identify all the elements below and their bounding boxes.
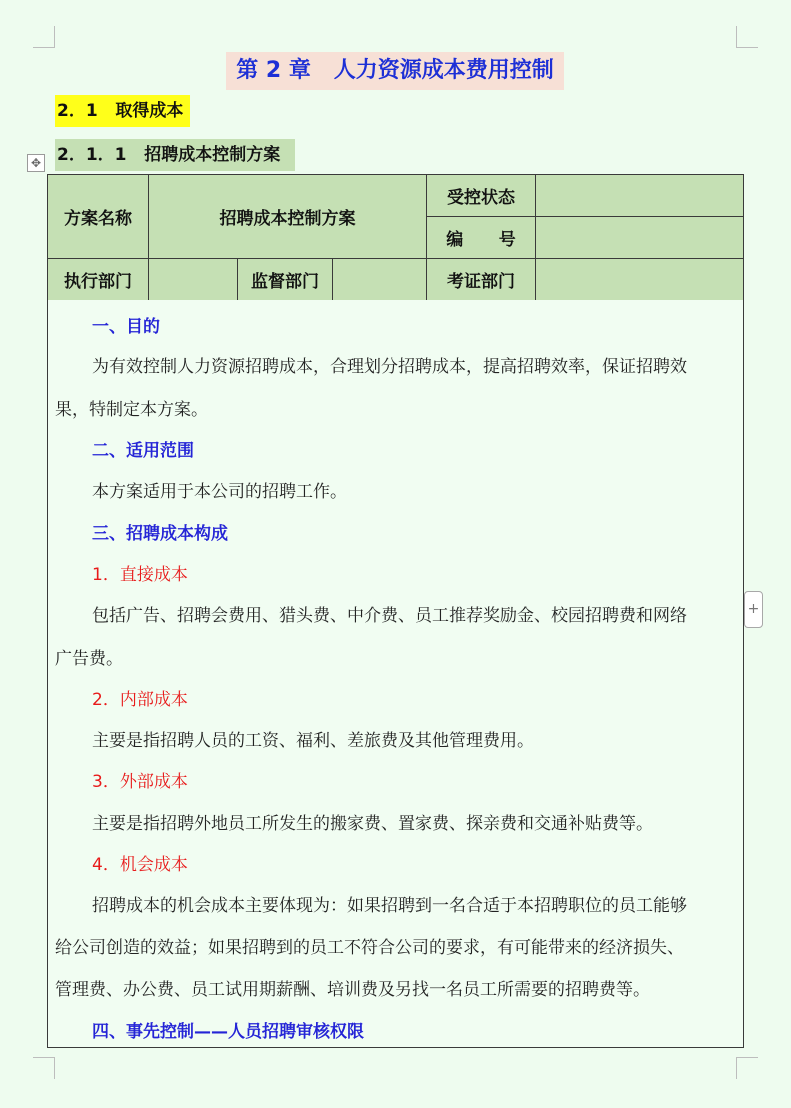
page-corner-mark	[33, 1057, 55, 1079]
number-label: 编 号	[426, 216, 536, 259]
heading-purpose: 一、目的	[92, 317, 160, 337]
subsection-heading: 2．1．1 招聘成本控制方案	[55, 139, 295, 171]
page-corner-mark	[736, 26, 758, 48]
paragraph-line: 本方案适用于本公司的招聘工作。	[92, 482, 347, 502]
page-corner-mark	[736, 1057, 758, 1079]
number-value[interactable]	[535, 216, 744, 259]
heading-cost-structure: 三、招聘成本构成	[92, 524, 228, 544]
heading-scope: 二、适用范围	[92, 441, 194, 461]
paragraph-line: 广告费。	[55, 649, 123, 669]
paragraph-line: 包括广告、招聘会费用、猎头费、中介费、员工推荐奖励金、校园招聘费和网络	[92, 606, 687, 626]
plus-icon[interactable]: +	[744, 591, 763, 628]
control-status-value[interactable]	[535, 174, 744, 217]
paragraph-line: 果，特制定本方案。	[55, 400, 208, 420]
plan-name-value: 招聘成本控制方案	[148, 174, 427, 259]
supervise-dept-value[interactable]	[332, 258, 427, 301]
plan-name-label: 方案名称	[47, 174, 149, 259]
page-corner-mark	[33, 26, 55, 48]
paragraph-line: 招聘成本的机会成本主要体现为：如果招聘到一名合适于本招聘职位的员工能够	[92, 896, 687, 916]
move-icon[interactable]: ✥	[27, 154, 45, 172]
evaluate-dept-value[interactable]	[535, 258, 744, 301]
evaluate-dept-label: 考证部门	[426, 258, 536, 301]
paragraph-line: 主要是指招聘人员的工资、福利、差旅费及其他管理费用。	[92, 731, 534, 751]
paragraph-line: 管理费、办公费、员工试用期薪酬、培训费及另找一名员工所需要的招聘费等。	[55, 980, 650, 1000]
control-status-label: 受控状态	[426, 174, 536, 217]
heading-pre-control: 四、事先控制——人员招聘审核权限	[92, 1022, 364, 1042]
subheading-external-cost: 3．外部成本	[92, 772, 188, 792]
exec-dept-value[interactable]	[148, 258, 238, 301]
paragraph-line: 给公司创造的效益；如果招聘到的员工不符合公司的要求，有可能带来的经济损失、	[55, 938, 684, 958]
paragraph-line: 主要是指招聘外地员工所发生的搬家费、置家费、探亲费和交通补贴费等。	[92, 814, 653, 834]
subheading-internal-cost: 2．内部成本	[92, 690, 188, 710]
subheading-opportunity-cost: 4．机会成本	[92, 855, 188, 875]
paragraph-line: 为有效控制人力资源招聘成本，合理划分招聘成本，提高招聘效率，保证招聘效	[92, 357, 687, 377]
section-heading: 2．1 取得成本	[55, 95, 190, 127]
exec-dept-label: 执行部门	[47, 258, 149, 301]
subheading-direct-cost: 1．直接成本	[92, 565, 188, 585]
supervise-dept-label: 监督部门	[237, 258, 333, 301]
chapter-title: 第 2 章 人力资源成本费用控制	[226, 52, 564, 90]
